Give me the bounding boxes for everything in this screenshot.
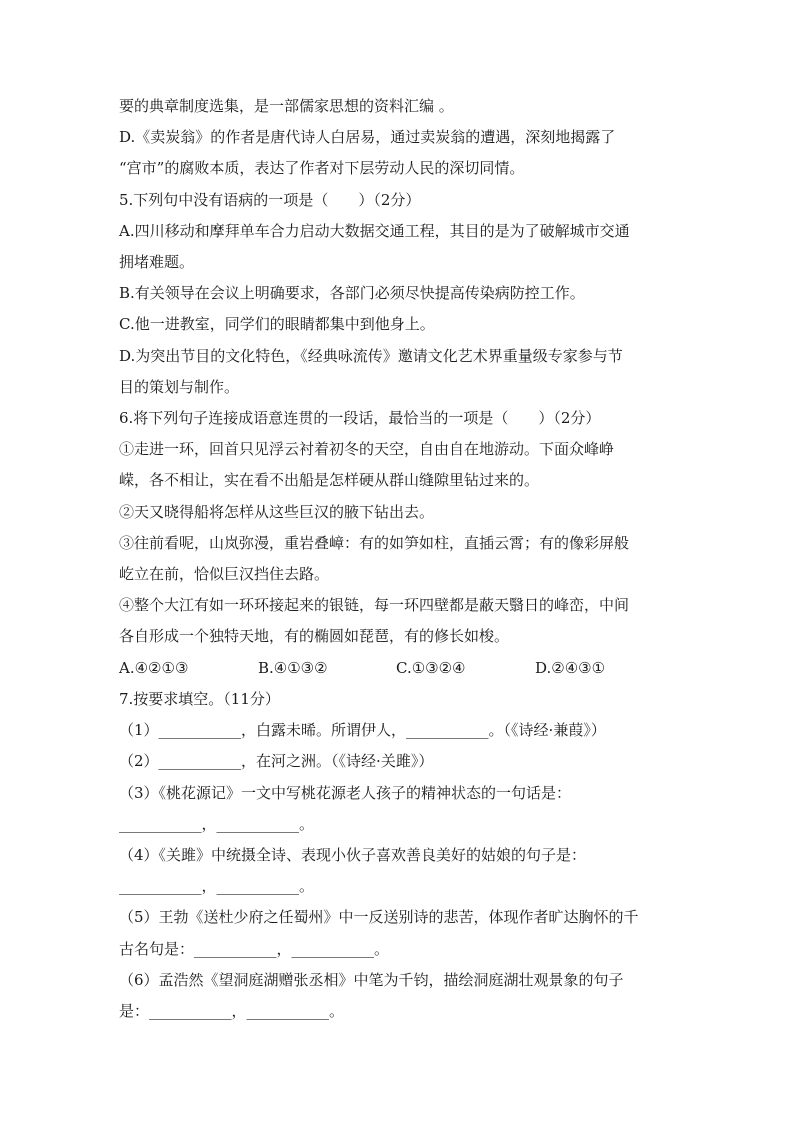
option-c: C.他一进教室，同学们的眼睛都集中到他身上。 bbox=[119, 315, 435, 333]
choice-b: B.④①③② bbox=[258, 659, 328, 677]
text-line: “宫市”的腐败本质，表达了作者对下层劳动人民的深切同情。 bbox=[119, 159, 525, 177]
option-a: A.四川移动和摩拜单车合力启动大数据交通工程，其目的是为了破解城市交通 bbox=[119, 222, 630, 240]
choice-d: D.②④③① bbox=[535, 659, 606, 677]
fill-blank-1: （1）___________，白露未晞。所谓伊人，___________。（《诗经·兼葭》） bbox=[119, 721, 606, 739]
question-5-title: 5.下列句中没有语病的一项是（ ）（2分） bbox=[119, 191, 421, 209]
option-b: B.有关领导在会议上明确要求，各部门必须尽快提高传染病防控工作。 bbox=[119, 284, 585, 302]
text-line: 各自形成一个独特天地，有的椭圆如琵琶，有的修长如梭。 bbox=[119, 627, 510, 645]
text-line: 是：___________，___________。 bbox=[119, 1002, 345, 1020]
fill-blank-4: （4）《关雎》中统摄全诗、表现小伙子喜欢善良美好的姑娘的句子是： bbox=[119, 846, 587, 864]
text-line: 拥堵难题。 bbox=[119, 253, 195, 271]
sentence-4: ④整个大江有如一环环接起来的银链，每一环四壁都是蔽天翳日的峰峦，中间 bbox=[119, 596, 630, 614]
choice-a: A.④②①③ bbox=[119, 659, 189, 677]
text-line: 嵘，各不相让，实在看不出船是怎样硬从群山缝隙里钻过来的。 bbox=[119, 471, 540, 489]
question-6-title: 6.将下列句子连接成语意连贯的一段话，最恰当的一项是（ ）（2分） bbox=[119, 409, 601, 427]
fill-blank-2: （2）___________，在河之洲。（《诗经·关雎》） bbox=[119, 752, 434, 770]
blank-line: ___________，___________。 bbox=[119, 877, 315, 895]
choice-c: C.①③②④ bbox=[396, 659, 466, 677]
sentence-3: ③往前看呢，山岚弥漫，重岩叠嶂：有的如笋如柱，直插云霄；有的像彩屏般 bbox=[119, 534, 630, 552]
option-d: D.为突出节目的文化特色，《经典咏流传》邀请文化艺术界重量级专家参与节 bbox=[119, 347, 623, 365]
blank-line: ___________，___________。 bbox=[119, 815, 315, 833]
text-line: 要的典章制度选集，是一部儒家思想的资料汇编 。 bbox=[119, 97, 454, 115]
text-line: 古名句是：___________，___________。 bbox=[119, 940, 390, 958]
text-line: D.《卖炭翁》的作者是唐代诗人白居易，通过卖炭翁的遭遇，深刻地揭露了 bbox=[119, 128, 616, 146]
sentence-2: ②天又晓得船将怎样从这些巨汉的腋下钻出去。 bbox=[119, 503, 435, 521]
text-line: 屹立在前，恰似巨汉挡住去路。 bbox=[119, 565, 330, 583]
sentence-1: ①走进一环，回首只见浮云衬着初冬的天空，自由自在地游动。下面众峰峥 bbox=[119, 440, 615, 458]
fill-blank-6: （6）孟浩然《望洞庭湖赠张丞相》中笔为千钧，描绘洞庭湖壮观景象的句子 bbox=[119, 971, 624, 989]
text-line: 目的策划与制作。 bbox=[119, 378, 240, 396]
fill-blank-3: （3）《桃花源记》一文中写桃花源老人孩子的精神状态的一句话是： bbox=[119, 784, 572, 802]
question-7-title: 7.按要求填空。（11分） bbox=[119, 690, 280, 708]
fill-blank-5: （5）王勃《送杜少府之任蜀州》中一反送别诗的悲苦，体现作者旷达胸怀的千 bbox=[119, 908, 639, 926]
